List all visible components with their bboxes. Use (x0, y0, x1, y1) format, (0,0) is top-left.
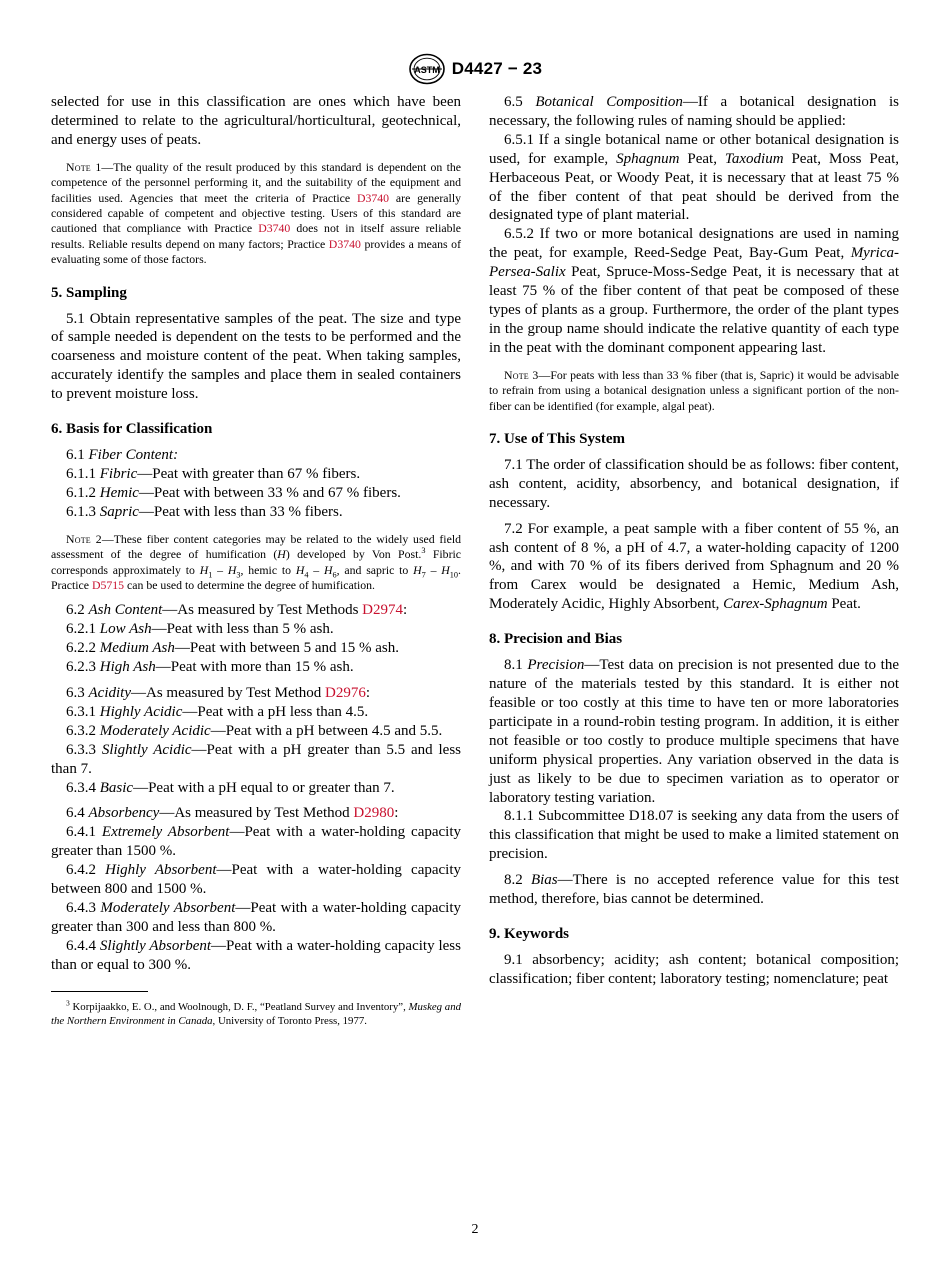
paragraph-6-2-1: 6.2.1 Low Ash—Peat with less than 5 % ash. (66, 621, 334, 638)
footnote-divider (51, 991, 148, 992)
link-d3740[interactable]: D3740 (328, 236, 361, 251)
link-d3740[interactable]: D3740 (258, 221, 291, 236)
paragraph-6-3-1: 6.3.1 Highly Acidic—Peat with a pH less than 4.5. (66, 703, 369, 720)
right-column (489, 93, 899, 989)
note-label: Note 2 (66, 531, 102, 546)
paragraph-5-1: 5.1 Obtain representative samples of the peat. The size and type of sample needed is dependent on the tests to be performed and the coarseness and moisture content of the peat. When taking samples, accurately identify the samples and place them in sealed containers to prevent moisture loss. (51, 310, 461, 403)
section-heading-basis: 6. Basis for Classification (51, 421, 213, 438)
note-label: Note 3 (504, 367, 539, 382)
paragraph-6-2-3: 6.2.3 High Ash—Peat with more than 15 % ash. (66, 659, 354, 676)
section-heading-use: 7. Use of This System (489, 430, 625, 447)
note-2: Note 2—These fiber content categories may be related to the widely used field assessment of the degree of humification (H) developed by Von Post.$^3$ Fibric corresponds approximately to $H_1 - H_3$, hemic to $H_4 - H_6$, and sapric to $H_7 - H_{10}$. Practice D5715 can be used to determine the degree of humification. (51, 531, 462, 592)
intro-paragraph: selected for use in this classification are ones which have been determined to relate to the agricultural/horticultural, geotechnical, and energy uses of peats. (51, 94, 461, 148)
footnote-3: $^3$ Korpijaakko, E. O., and Woolnough, D. F., “Peatland Survey and Inventory”, Muskeg and the Northern Environment in Canada, University of Toronto Press, 1977. (51, 997, 461, 1027)
note-3: Note 3—For peats with less than 33 % fiber (that is, Sapric) it would be advisable to refrain from using a botanical designation unless a significant portion of the non-fiber can be identified (for example, algal peat). (489, 367, 899, 413)
paragraph-6-2: 6.2 Ash Content—As measured by Test Methods D2974: (66, 602, 408, 619)
note-1: Note 1—The quality of the result produced by this standard is dependent on the competence of the personnel performing it, and the suitability of the equipment and facilities used. Agencies that meet the criteria of Practice D3740 are generally considered capable of competent and objective testing. Users of this standard are cautioned that compliance with Practice D3740 does not in itself assure reliable results. Reliable results depend on many factors; Practice D3740 provides a means of evaluating some of those factors. (51, 159, 462, 267)
paragraph-8-1: 8.1 Precision—Test data on precision is not presented due to the nature of the materials tested by this standard. It is either not feasible or too costly at this time to have ten or more laboratories participate in a round-robin testing program. In addition, it is either not feasible or too costly to produce multiple specimens that have uniform physical properties. Any variation observed in the data is just as likely to be due to specimen variation as to operator or laboratory testing variation. (489, 657, 900, 806)
paragraph-6-4-2: 6.4.2 Highly Absorbent—Peat with a water-holding capacity between 800 and 1500 %. (51, 862, 461, 898)
paragraph-6-5-1: 6.5.1 If a single botanical name or other botanical designation is used, for example, Sphagnum Peat, Taxodium Peat, Moss Peat, Herbaceous Peat, or Woody Peat, it is necessary that at least 75 % of the fiber content of that peat should be derived from the designated type of plant material. (489, 131, 900, 224)
link-d5715[interactable]: D5715 (91, 577, 125, 592)
paragraph-6-1-1: 6.1.1 Fibric—Peat with greater than 67 % fibers. (66, 466, 361, 482)
footnote-ref[interactable]: 3 (421, 546, 426, 556)
paragraph-6-3-3: 6.3.3 Slightly Acidic—Peat with a pH greater than 5.5 and less than 7. (51, 741, 461, 777)
link-d2976[interactable]: D2976 (325, 684, 366, 701)
paragraph-6-3-4: 6.3.4 Basic—Peat with a pH equal to or greater than 7. (66, 779, 395, 796)
standard-designation: D4427 − 23 (451, 59, 543, 78)
paragraph-6-5: 6.5 Botanical Composition—If a botanical designation is necessary, the following rules of naming should be applied: (489, 94, 899, 129)
link-d2980[interactable]: D2980 (353, 805, 395, 822)
paragraph-6-3: 6.3 Acidity—As measured by Test Method D2976: (66, 684, 371, 701)
paragraph-6-1-3: 6.1.3 Sapric—Peat with less than 33 % fibers. (66, 503, 343, 520)
paragraph-9-1: 9.1 absorbency; acidity; ash content; botanical composition; classification; fiber content; laboratory testing; nomenclature; peat (489, 951, 899, 987)
svg-text:ASTM: ASTM (414, 65, 440, 75)
section-heading-keywords: 9. Keywords (489, 925, 569, 942)
left-column (51, 93, 461, 1028)
astm-logo-icon (408, 53, 446, 85)
section-heading-precision: 8. Precision and Bias (489, 631, 623, 648)
link-d3740[interactable]: D3740 (356, 190, 390, 205)
link-d2974[interactable]: D2974 (362, 602, 403, 619)
paragraph-8-2: 8.2 Bias—There is no accepted reference value for this test method, therefore, bias cannot be determined. (489, 872, 900, 908)
page-number: 2 (471, 1222, 479, 1237)
section-heading-sampling: 5. Sampling (51, 284, 127, 301)
paragraph-6-1: 6.1 Fiber Content: (66, 447, 179, 464)
paragraph-6-4: 6.4 Absorbency—As measured by Test Method D2980: (66, 805, 399, 822)
paragraph-6-3-2: 6.3.2 Moderately Acidic—Peat with a pH between 4.5 and 5.5. (66, 722, 443, 739)
paragraph-6-4-1: 6.4.1 Extremely Absorbent—Peat with a water-holding capacity greater than 1500 %. (51, 824, 462, 860)
paragraph-8-1-1: 8.1.1 Subcommittee D18.07 is seeking any data from the users of this classification that might be used to make a limited statement on precision. (489, 808, 899, 863)
note-label: Note 1 (66, 159, 102, 174)
paragraph-6-2-2: 6.2.2 Medium Ash—Peat with between 5 and 15 % ash. (66, 640, 400, 657)
paragraph-6-4-3: 6.4.3 Moderately Absorbent—Peat with a water-holding capacity greater than 300 and less than 800 %. (51, 899, 461, 935)
paragraph-7-2: 7.2 For example, a peat sample with a fiber content of 55 %, an ash content of 8 %, a pH of 4.7, a water-holding capacity of 1200 %, and with 70 % of its fibers derived from Sphagnum and 20 % from Carex would be designated a Hemic, Medium Ash, Moderately Acidic, Highly Absorbent, Carex-Sphagnum Peat. (489, 520, 899, 613)
paragraph-6-4-4: 6.4.4 Slightly Absorbent—Peat with a water-holding capacity less than or equal to 300 %. (51, 937, 461, 973)
page-header (0, 52, 950, 86)
paragraph-7-1: 7.1 The order of classification should be as follows: fiber content, ash content, acidity, absorbency, and botanical designation, if necessary. (489, 456, 899, 511)
paragraph-6-5-2: 6.5.2 If two or more botanical designations are used in naming the peat, for example, Reed-Sedge Peat, Bay-Gum Peat, Myrica-Persea-Salix Peat, Spruce-Moss-Sedge Peat, it is necessary that at least 75 % of the fiber content of that peat be composed of these types of plants as a group. Furthermore, the order of the plant types in the group name should indicate the relative quantity of each type in the peat with the dominant component appearing last. (489, 226, 899, 356)
paragraph-6-1-2: 6.1.2 Hemic—Peat with between 33 % and 67 % fibers. (66, 484, 401, 501)
